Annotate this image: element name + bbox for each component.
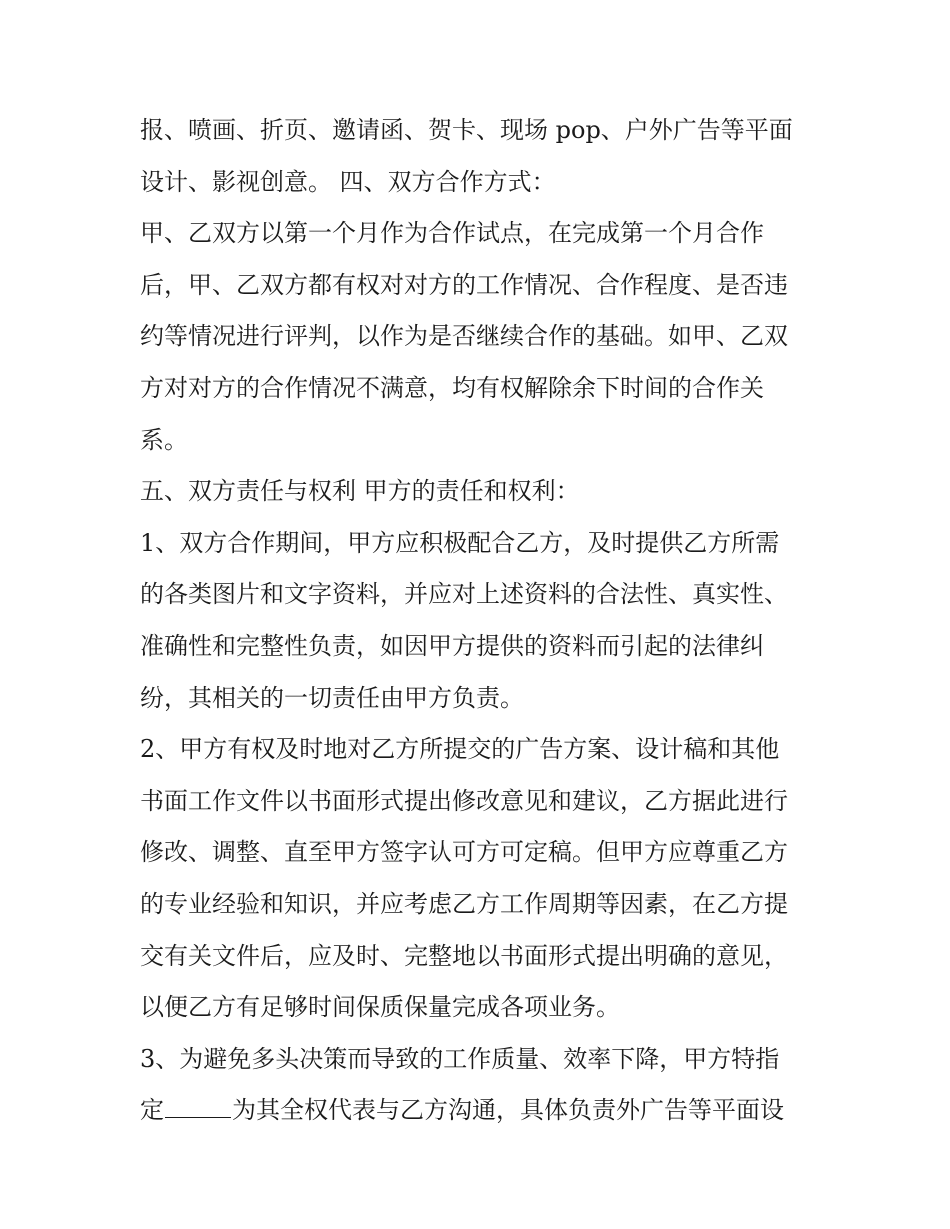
document-page bbox=[140, 107, 830, 1139]
paragraph-line: 3、为避免多头决策而导致的工作质量、效率下降，甲方特指 bbox=[140, 1044, 780, 1073]
paragraph-line: 系。 bbox=[140, 425, 188, 454]
paragraph-line: 纷，其相关的一切责任由甲方负责。 bbox=[140, 683, 524, 712]
paragraph-line-with-blank bbox=[140, 1087, 830, 1139]
paragraph-line: 修改、调整、直至甲方签字认可方可定稿。但甲方应尊重乙方 bbox=[140, 838, 788, 867]
line-suffix-text: 为其全权代表与乙方沟通，具体负责外广告等平面设 bbox=[232, 1096, 784, 1125]
paragraph-line: 1、双方合作期间，甲方应积极配合乙方，及时提供乙方所需 bbox=[140, 528, 780, 557]
paragraph-line: 报、喷画、折页、邀请函、贺卡、现场 pop、户外广告等平面 bbox=[140, 116, 793, 144]
paragraph-line: 以便乙方有足够时间保质保量完成各项业务。 bbox=[140, 993, 620, 1022]
paragraph-line: 五、双方责任与权利 甲方的责任和权利： bbox=[140, 477, 580, 506]
paragraph-line: 约等情况进行评判，以作为是否继续合作的基础。如甲、乙双 bbox=[140, 322, 788, 351]
paragraph-line: 后，甲、乙双方都有权对对方的工作情况、合作程度、是否违 bbox=[140, 270, 788, 299]
paragraph-line: 2、甲方有权及时地对乙方所提交的广告方案、设计稿和其他 bbox=[140, 735, 780, 764]
paragraph-line: 书面工作文件以书面形式提出修改意见和建议，乙方据此进行 bbox=[140, 786, 788, 815]
paragraph-line: 方对对方的合作情况不满意，均有权解除余下时间的合作关 bbox=[140, 373, 764, 402]
paragraph-line: 的各类图片和文字资料，并应对上述资料的合法性、真实性、 bbox=[140, 580, 788, 609]
paragraph-line: 交有关文件后，应及时、完整地以书面形式提出明确的意见， bbox=[140, 941, 788, 970]
paragraph-line: 甲、乙双方以第一个月作为合作试点，在完成第一个月合作 bbox=[140, 219, 764, 248]
paragraph-line: 准确性和完整性负责，如因甲方提供的资料而引起的法律纠 bbox=[140, 631, 764, 660]
line-prefix-text: 定 bbox=[140, 1096, 164, 1125]
paragraph-line: 的专业经验和知识，并应考虑乙方工作周期等因素，在乙方提 bbox=[140, 889, 788, 918]
fill-in-blank bbox=[165, 1095, 231, 1118]
paragraph-line: 设计、影视创意。 四、双方合作方式： bbox=[140, 167, 556, 196]
